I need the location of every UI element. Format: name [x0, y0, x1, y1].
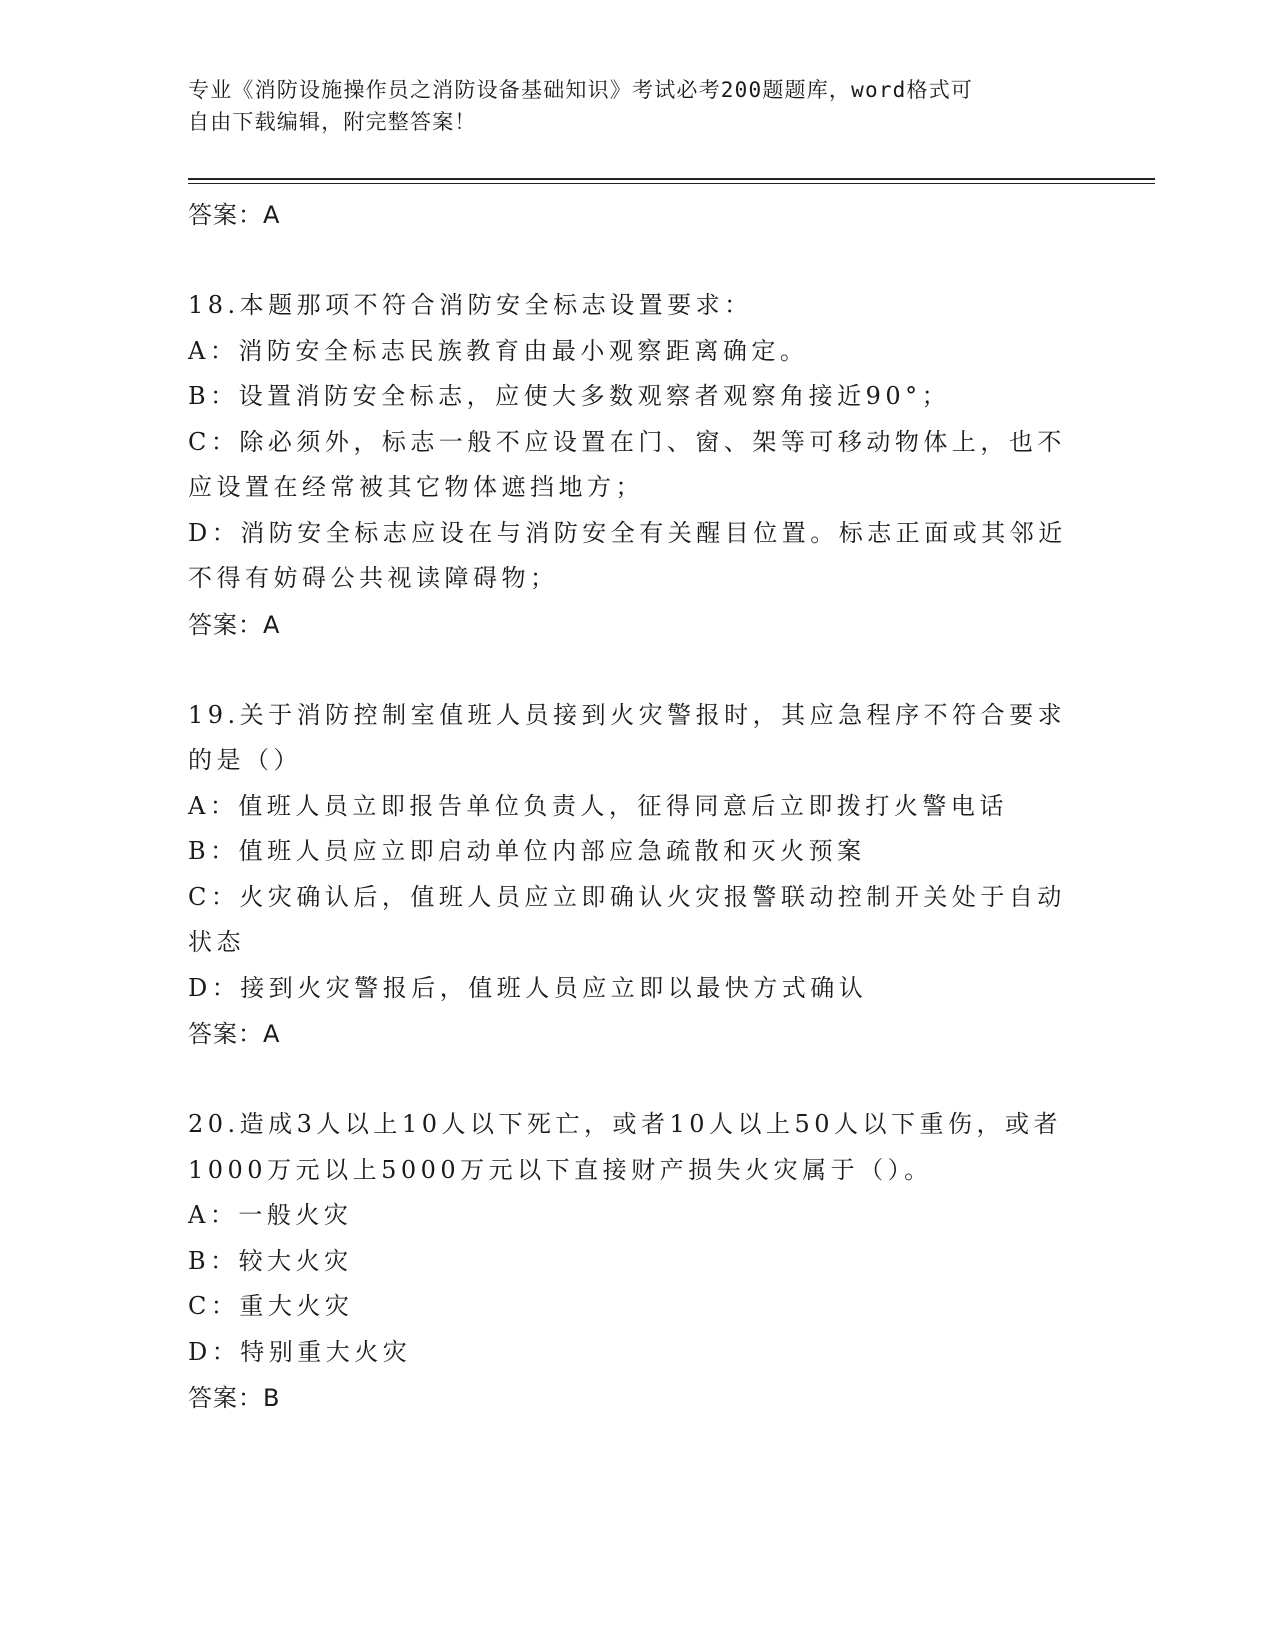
option-b: B：较大火灾 — [188, 1246, 353, 1275]
question-18 — [188, 283, 1088, 648]
option-d: D：消防安全标志应设在与消防安全有关醒目位置。标志正面或其邻近不得有妨碍公共视读障碍物； — [188, 518, 1067, 592]
question-stem: 19.关于消防控制室值班人员接到火灾警报时，其应急程序不符合要求的是（） — [188, 700, 1067, 774]
spacer — [188, 238, 1088, 283]
question-stem: 20.造成3人以上10人以下死亡，或者10人以上50人以下重伤，或者1000万元以上5000万元以下直接财产损失火灾属于（）。 — [188, 1110, 1063, 1184]
question-stem: 18.本题那项不符合消防安全标志设置要求： — [188, 291, 753, 319]
option-b: B：设置消防安全标志，应使大多数观察者观察角接近90°； — [188, 382, 951, 410]
option-c: C：除必须外，标志一般不应设置在门、窗、架等可移动物体上，也不应设置在经常被其它物体遮挡地方； — [188, 427, 1066, 501]
option-d: D：接到火灾警报后，值班人员应立即以最快方式确认 — [188, 973, 868, 1002]
document-header — [188, 74, 1068, 138]
header-title-line-1: 专业《消防设施操作员之消防设备基础知识》考试必考200题题库，word格式可 — [188, 78, 974, 102]
option-c: C：火灾确认后，值班人员应立即确认火灾报警联动控制开关处于自动状态 — [188, 882, 1066, 956]
header-title-line-2: 自由下载编辑，附完整答案！ — [188, 110, 477, 134]
option-d: D：特别重大火灾 — [188, 1337, 412, 1366]
question-answer: 答案：B — [188, 1384, 281, 1412]
option-a: A：消防安全标志民族教育由最小观察距离确定。 — [188, 336, 809, 365]
previous-answer: 答案：A — [188, 201, 281, 229]
option-a: A：值班人员立即报告单位负责人，征得同意后立即拨打火警电话 — [188, 791, 1008, 820]
option-a: A：一般火灾 — [188, 1201, 353, 1229]
spacer — [188, 648, 1088, 693]
header-rule-thin — [188, 183, 1155, 184]
spacer — [188, 1057, 1088, 1102]
header-rule-thick — [188, 178, 1155, 180]
option-b: B：值班人员应立即启动单位内部应急疏散和灭火预案 — [188, 837, 866, 865]
question-20 — [188, 1102, 1088, 1421]
question-answer: 答案：A — [188, 610, 281, 639]
question-19 — [188, 693, 1088, 1058]
question-list — [188, 192, 1088, 1421]
question-answer: 答案：A — [188, 1020, 281, 1048]
option-c: C：重大火灾 — [188, 1292, 354, 1320]
